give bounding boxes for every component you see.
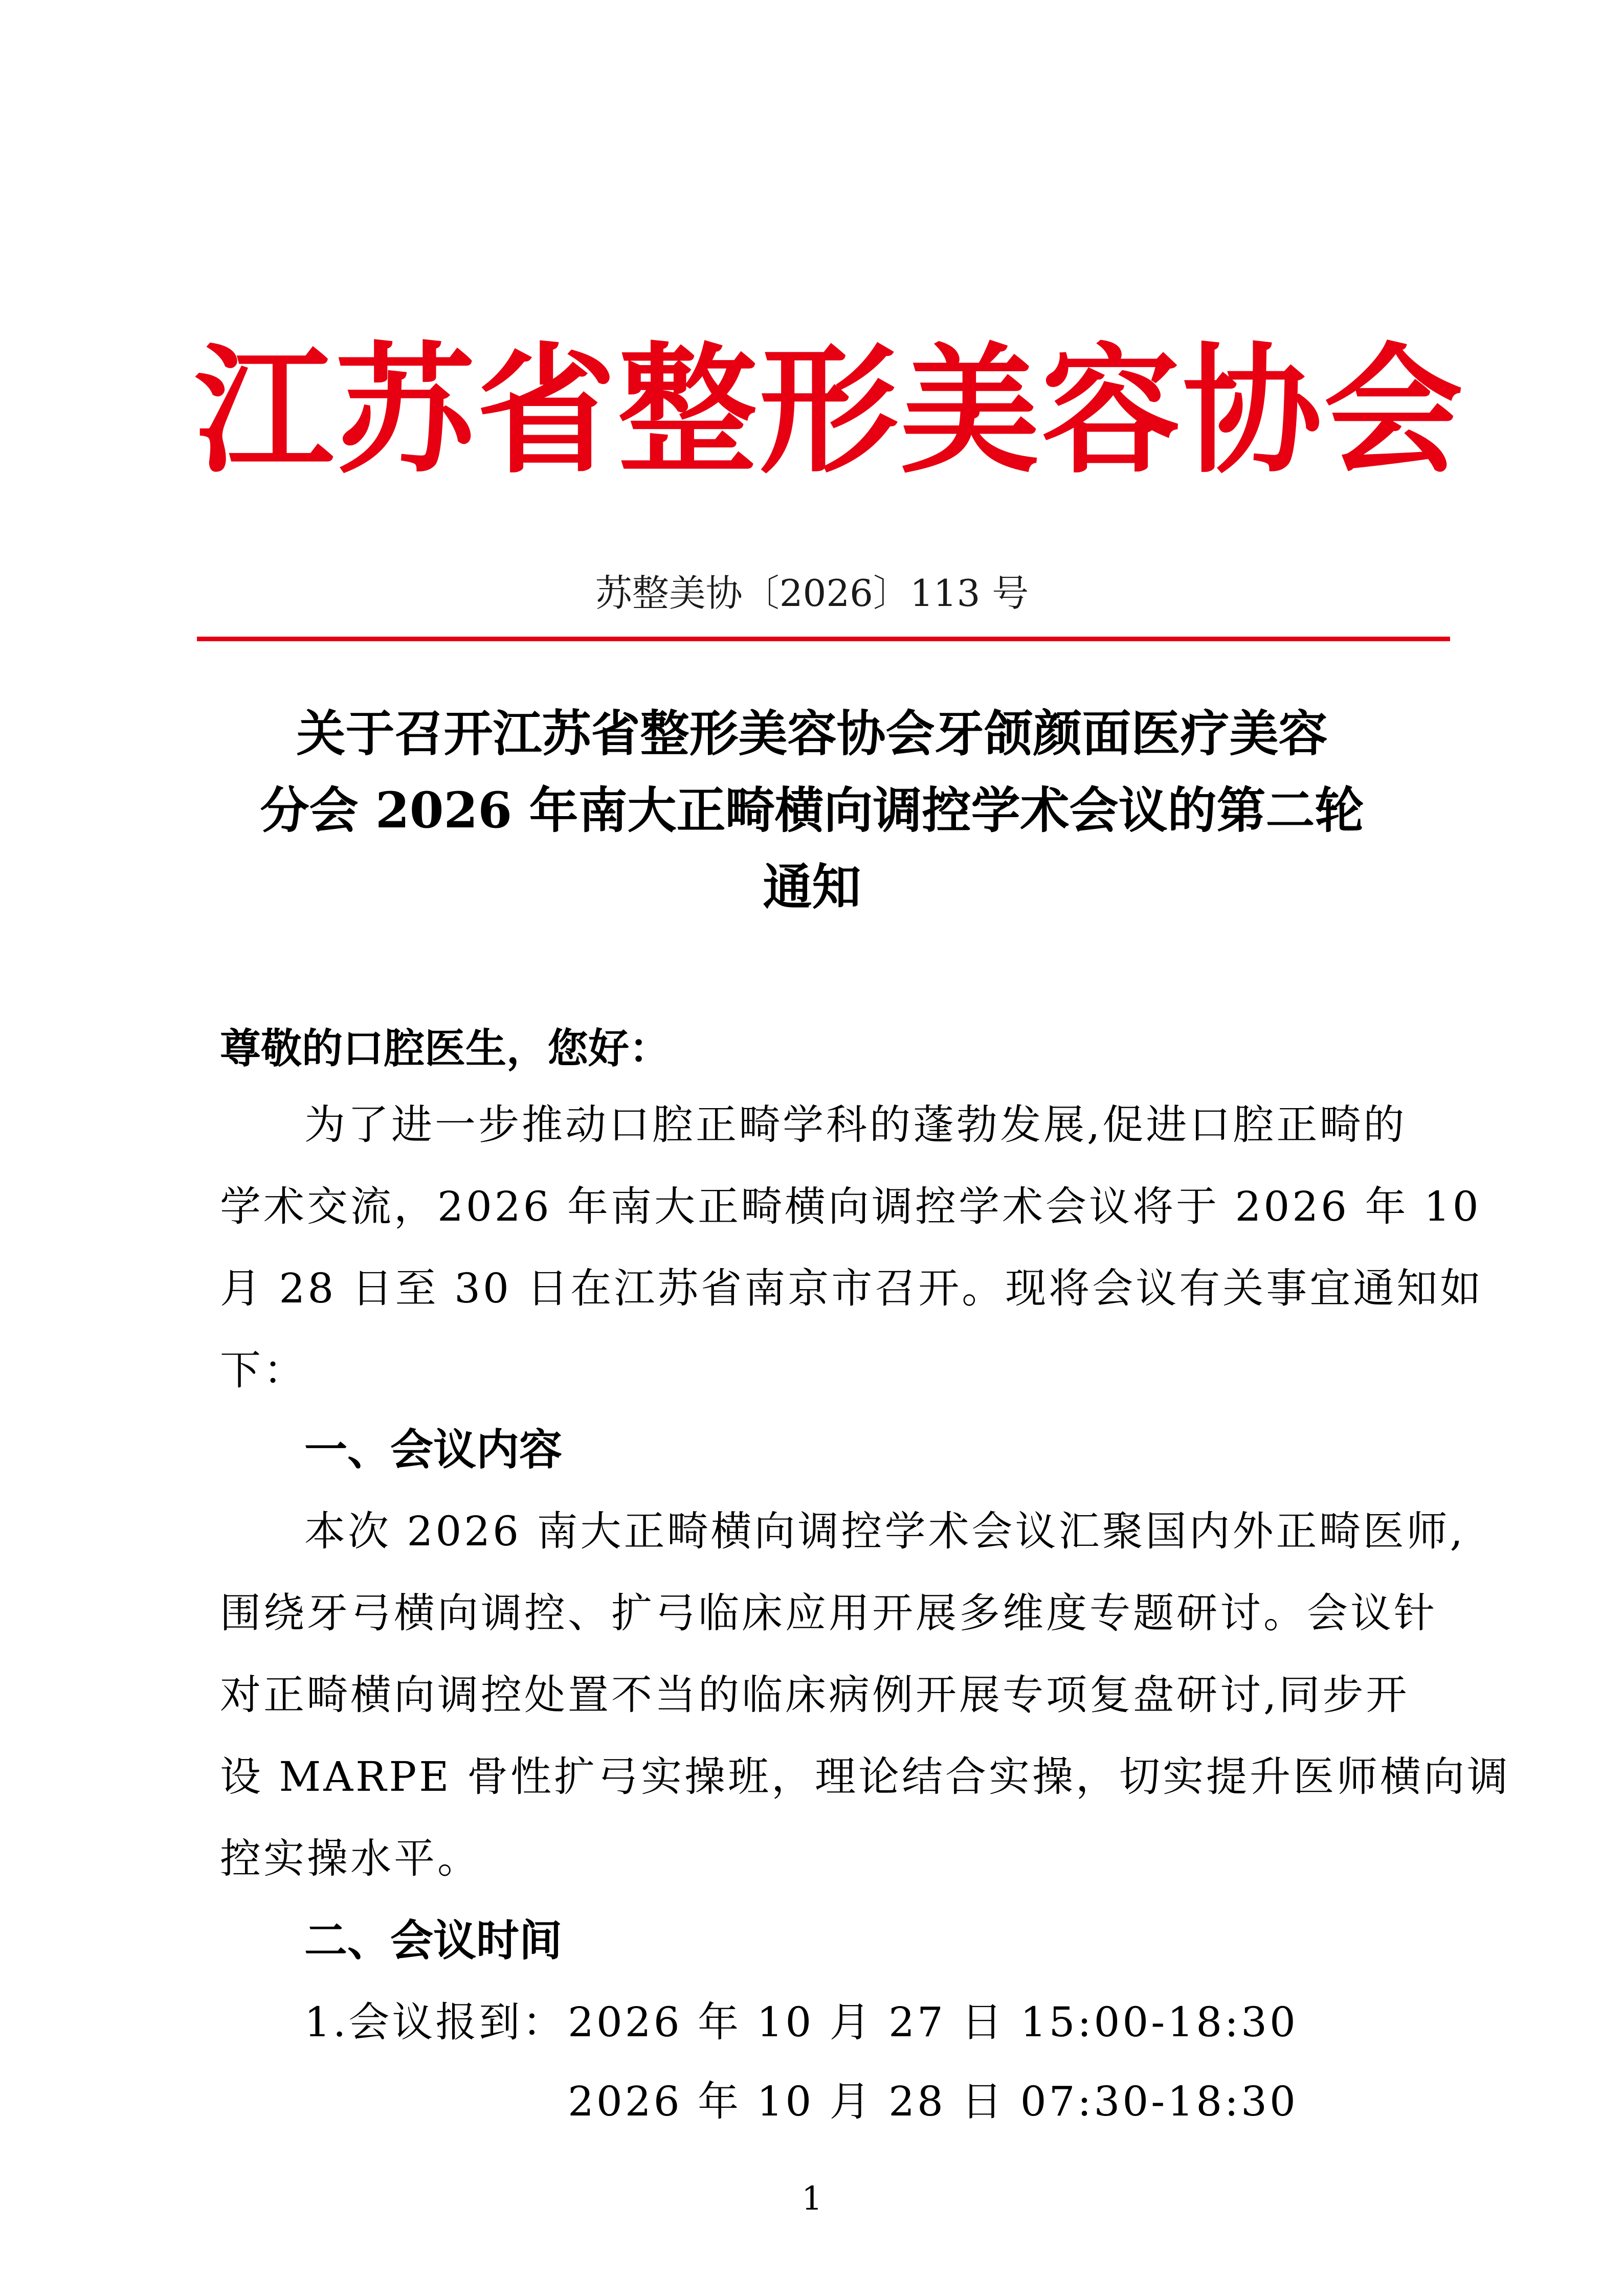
section1-paragraph-line: 控实操水平。 [220,1835,481,1882]
intro-paragraph-line: 学术交流，2026 年南大正畸横向调控学术会议将于 2026 年 10 [220,1183,1481,1230]
section1-paragraph-line: 设 MARPE 骨性扩弓实操班，理论结合实操，切实提升医师横向调 [220,1753,1511,1800]
section1-paragraph-line: 本次 2026 南大正畸横向调控学术会议汇聚国内外正畸医师, [304,1507,1465,1555]
organization-name: 江苏省整形美容协会 [194,331,1465,492]
registration-label: 1.会议报到： [304,1998,566,2046]
section-heading-time: 二、会议时间 [304,1915,563,1966]
section-heading-content: 一、会议内容 [304,1424,563,1475]
registration-time-2: 2026 年 10 月 28 日 07:30-18:30 [568,2078,1298,2125]
document-title-line-3: 通知 [763,858,861,916]
intro-paragraph-line: 为了进一步推动口腔正畸学科的蓬勃发展,促进口腔正畸的 [304,1101,1407,1149]
document-number: 苏整美协〔2026〕113 号 [595,572,1029,615]
page-number: 1 [802,2180,822,2218]
salutation: 尊敬的口腔医生，您好： [220,1024,670,1072]
registration-time-1: 2026 年 10 月 27 日 15:00-18:30 [568,1998,1298,2046]
letterhead-divider [197,637,1450,641]
section1-paragraph-line: 围绕牙弓横向调控、扩弓临床应用开展多维度专题研讨。会议针 [220,1589,1437,1637]
intro-paragraph-line: 月 28 日至 30 日在江苏省南京市召开。现将会议有关事宜通知如 [220,1265,1484,1312]
document-title-line-1: 关于召开江苏省整形美容协会牙颌颜面医疗美容 [296,705,1328,762]
document-title-line-2: 分会 2026 年南大正畸横向调控学术会议的第二轮 [260,781,1364,839]
section1-paragraph-line: 对正畸横向调控处置不当的临床病例开展专项复盘研讨,同步开 [220,1671,1410,1719]
intro-paragraph-line: 下： [220,1346,307,1394]
